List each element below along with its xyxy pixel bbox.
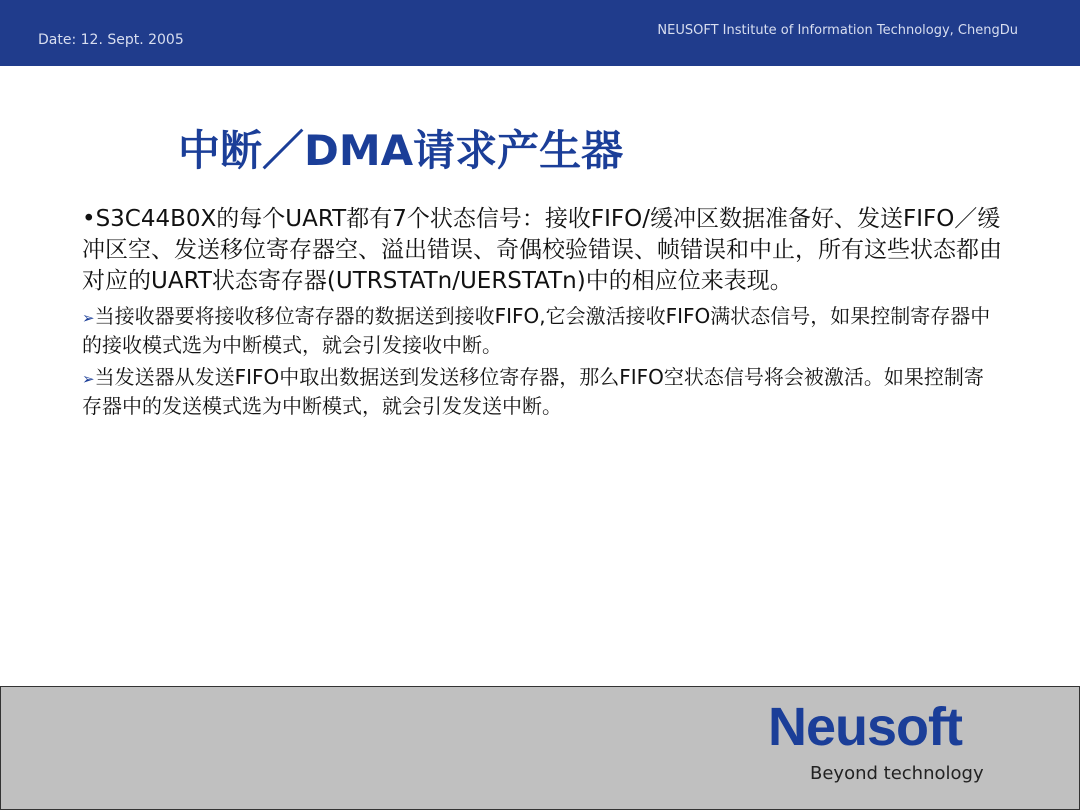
- bullet-marker: •: [82, 206, 96, 232]
- institute-label: NEUSOFT Institute of Information Technology, ChengDu: [657, 23, 1018, 38]
- main-bullet-text: S3C44B0X的每个UART都有7个状态信号：接收FIFO/缓冲区数据准备好、发送FIFO／缓冲区空、发送移位寄存器空、溢出错误、奇偶校验错误、帧错误和中止，所有这些状态都由对应的UART状态寄存器(UTRSTATn/UERSTATn)中的相应位来表现。: [82, 206, 1002, 294]
- neusoft-logo: Neusoft: [768, 697, 962, 757]
- sub-bullet-receive: [82, 303, 1002, 359]
- header-bar: [0, 0, 1080, 66]
- sub-bullet-transmit: [82, 364, 1002, 420]
- arrow-bullet-icon: ➢: [82, 370, 95, 388]
- logo-tagline: Beyond technology: [810, 763, 984, 784]
- arrow-bullet-icon: ➢: [82, 309, 95, 327]
- sub-bullet-text: 当接收器要将接收移位寄存器的数据送到接收FIFO,它会激活接收FIFO满状态信号，如果控制寄存器中的接收模式选为中断模式，就会引发接收中断。: [82, 304, 991, 357]
- slide-body: [82, 204, 1002, 425]
- sub-bullet-text: 当发送器从发送FIFO中取出数据送到发送移位寄存器，那么FIFO空状态信号将会被激活。如果控制寄存器中的发送模式选为中断模式，就会引发发送中断。: [82, 365, 984, 418]
- main-bullet: [82, 204, 1002, 297]
- date-label: Date: 12. Sept. 2005: [38, 32, 184, 48]
- slide-title: 中断／DMA请求产生器: [178, 126, 624, 175]
